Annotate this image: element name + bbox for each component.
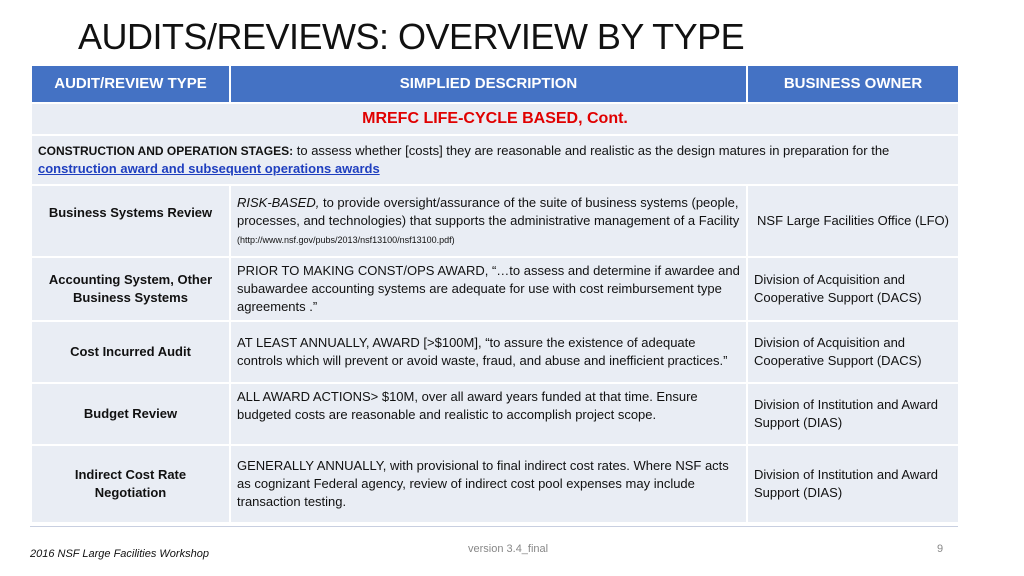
page-title: AUDITS/REVIEWS: OVERVIEW BY TYPE [78, 16, 745, 57]
audit-type-cell: Business Systems Review [31, 185, 230, 257]
table-row [31, 321, 959, 383]
description-cell: ALL AWARD ACTIONS> $10M, over all award years funded at that time. Ensure budgeted costs are reasonable and realistic to accomplish project scope. [230, 383, 747, 445]
description-cell: PRIOR TO MAKING CONST/OPS AWARD, “…to assess and determine if awardee and subawardee accounting systems are adequate for use with cost reimbursement type agreements .” [230, 257, 747, 321]
header-audit-review-type: AUDIT/REVIEW TYPE [31, 65, 230, 103]
table-row [31, 383, 959, 445]
header-business-owner: BUSINESS OWNER [747, 65, 959, 103]
section-row [31, 103, 959, 135]
table-row [31, 257, 959, 321]
reference-url: (http://www.nsf.gov/pubs/2013/nsf13100/nsf13100.pdf) [237, 234, 455, 245]
business-owner-cell: NSF Large Facilities Office (LFO) [747, 185, 959, 257]
table-row [31, 445, 959, 523]
footer-version: version 3.4_final [468, 543, 549, 555]
audit-review-table [30, 64, 960, 524]
description-cell: GENERALLY ANNUALLY, with provisional to final indirect cost rates. Where NSF acts as cognizant Federal agency, review of indirect cost pool expenses may include transaction testing. [230, 445, 747, 523]
description-cell: AT LEAST ANNUALLY, AWARD [>$100M], “to assure the existence of adequate controls which will prevent or avoid waste, fraud, and abuse and inefficient practices.” [230, 321, 747, 383]
footer-divider [30, 526, 958, 527]
audit-type-cell: Budget Review [31, 383, 230, 445]
business-owner-cell: Division of Acquisition and Cooperative Support (DACS) [747, 257, 959, 321]
section-title: MREFC LIFE-CYCLE BASED, Cont. [31, 103, 959, 135]
header-simplified-description: SIMPLIED DESCRIPTION [230, 65, 747, 103]
table-row [31, 185, 959, 257]
description-text: to provide oversight/assurance of the suite of business systems (people, processes, and technologies) that supports the administrative management of a Facility [237, 194, 740, 228]
footer-event: 2016 NSF Large Facilities Workshop [30, 548, 209, 560]
audit-type-cell: Accounting System, Other Business Systems [31, 257, 230, 321]
construction-stages-label: CONSTRUCTION AND OPERATION STAGES: [38, 144, 294, 158]
table-header-row [31, 65, 959, 103]
business-owner-cell: Division of Institution and Award Support (DIAS) [747, 383, 959, 445]
audit-type-cell: Cost Incurred Audit [31, 321, 230, 383]
description-cell [230, 185, 747, 257]
risk-based-label: RISK-BASED, [237, 194, 320, 210]
construction-stages-text: to assess whether [costs] they are reasonable and realistic as the design matures in preparation for the [293, 143, 890, 158]
construction-row [31, 135, 959, 185]
audit-type-cell: Indirect Cost Rate Negotiation [31, 445, 230, 523]
business-owner-cell: Division of Acquisition and Cooperative Support (DACS) [747, 321, 959, 383]
construction-award-link[interactable]: construction award and subsequent operations awards [38, 161, 380, 176]
construction-stages-cell [31, 135, 959, 185]
business-owner-cell: Division of Institution and Award Support (DIAS) [747, 445, 959, 523]
slide-number: 9 [937, 543, 944, 555]
